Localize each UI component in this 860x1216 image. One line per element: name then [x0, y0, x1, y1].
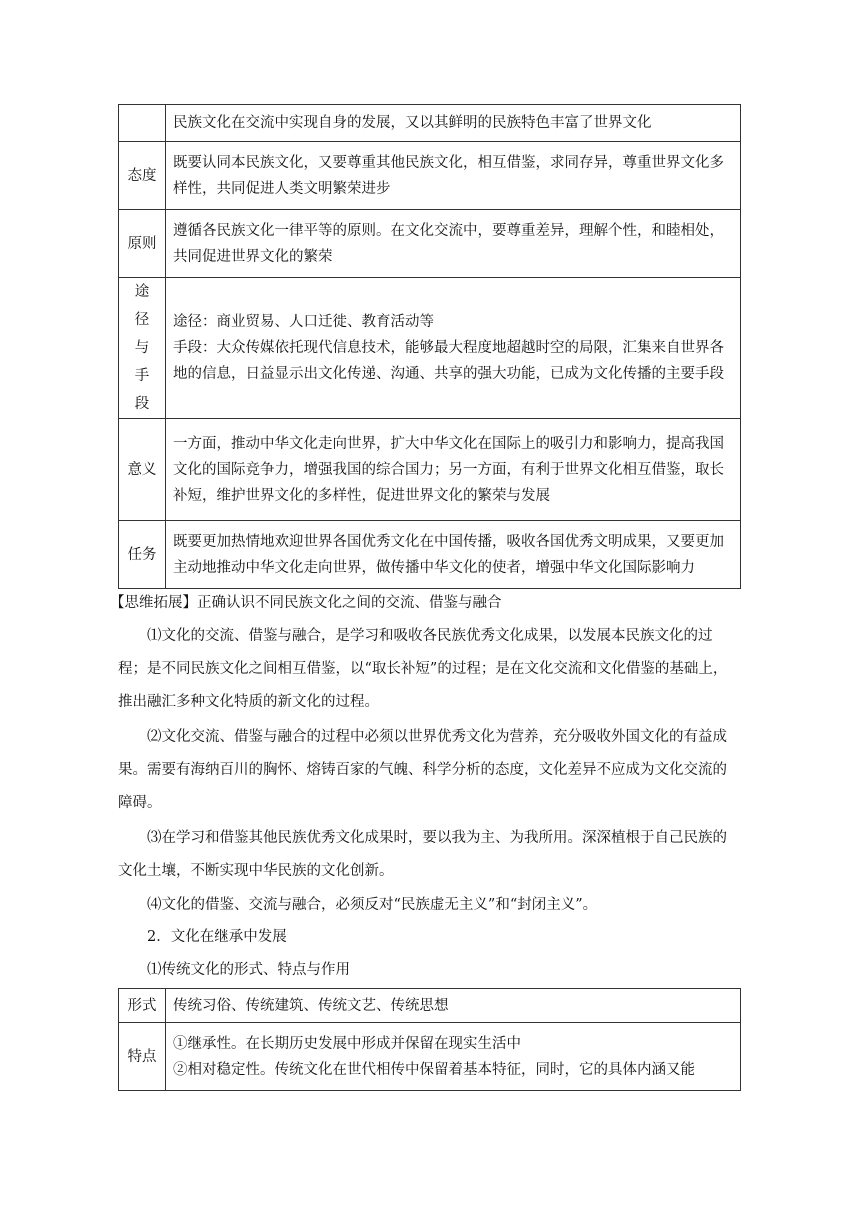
row-label: 形式 [119, 989, 166, 1023]
table-row [119, 419, 741, 521]
row-content: 既要更加热情地欢迎世界各国优秀文化在中国传播，吸收各国优秀文明成果，又要更加主动地推动中华文化走向世界，做传播中华文化的使者，增强中华文化国际影响力 [166, 521, 741, 589]
row-content: 民族文化在交流中实现自身的发展，又以其鲜明的民族特色丰富了世界文化 [166, 105, 741, 142]
table-row [119, 142, 741, 210]
section-heading: 2．文化在继承中发展 [147, 929, 287, 945]
table-row [119, 989, 741, 1023]
table-row [119, 521, 741, 589]
row-content: 传统习俗、传统建筑、传统文艺、传统思想 [166, 989, 741, 1023]
row-label: 意义 [119, 419, 166, 521]
row-content: 途径：商业贸易、人口迁徙、教育活动等 手段：大众传媒依托现代信息技术，能够最大程度地超越时空的局限，汇集来自世界各地的信息，日益显示出文化传递、沟通、共享的强大功能，已成为文化传播的主要手段 [166, 278, 741, 419]
extension-title: 【思维拓展】正确认识不同民族文化之间的交流、借鉴与融合 [110, 595, 502, 611]
table-row [119, 278, 741, 419]
row-label: 特点 [119, 1023, 166, 1091]
table-row [119, 105, 741, 142]
row-label [119, 105, 166, 142]
extension-point: ⑵文化交流、借鉴与融合的过程中必须以世界优秀文化为营养，充分吸收外国文化的有益成果。需要有海纳百川的胸怀、熔铸百家的气魄、科学分析的态度，文化差异不应成为文化交流的障碍。 [118, 729, 727, 811]
row-label: 态度 [119, 142, 166, 210]
row-content: 遵循各民族文化一律平等的原则。在文化交流中，要尊重差异，理解个性，和睦相处，共同促进世界文化的繁荣 [166, 210, 741, 278]
extension-point: ⑴文化的交流、借鉴与融合，是学习和吸收各民族优秀文化成果，以发展本民族文化的过程；是不同民族文化之间相互借鉴，以“取长补短”的过程；是在文化交流和文化借鉴的基础上，推出融汇多种文化特质的新文化的过程。 [118, 628, 728, 710]
table-row [119, 1023, 741, 1091]
row-label: 任务 [119, 521, 166, 589]
row-content: 既要认同本民族文化，又要尊重其他民族文化，相互借鉴，求同存异，尊重世界文化多样性，共同促进人类文明繁荣进步 [166, 142, 741, 210]
tradition-table [118, 988, 741, 1091]
exchange-table [118, 104, 741, 589]
row-content: ①继承性。在长期历史发展中形成并保留在现实生活中 ②相对稳定性。传统文化在世代相传中保留着基本特征，同时，它的具体内涵又能 [166, 1023, 741, 1091]
table-row [119, 210, 741, 278]
row-label: 原则 [119, 210, 166, 278]
extension-point: ⑶在学习和借鉴其他民族优秀文化成果时，要以我为主、为我所用。深深植根于自己民族的文化土壤，不断实现中华民族的文化创新。 [118, 830, 727, 879]
section-subheading: ⑴传统文化的形式、特点与作用 [147, 962, 350, 978]
row-label: 途径与手段 [119, 278, 166, 419]
row-content: 一方面，推动中华文化走向世界，扩大中华文化在国际上的吸引力和影响力，提高我国文化的国际竞争力，增强我国的综合国力；另一方面，有利于世界文化相互借鉴，取长补短，维护世界文化的多样性，促进世界文化的繁荣与发展 [166, 419, 741, 521]
extension-point: ⑷文化的借鉴、交流与融合，必须反对“民族虚无主义”和“封闭主义”。 [147, 897, 598, 913]
